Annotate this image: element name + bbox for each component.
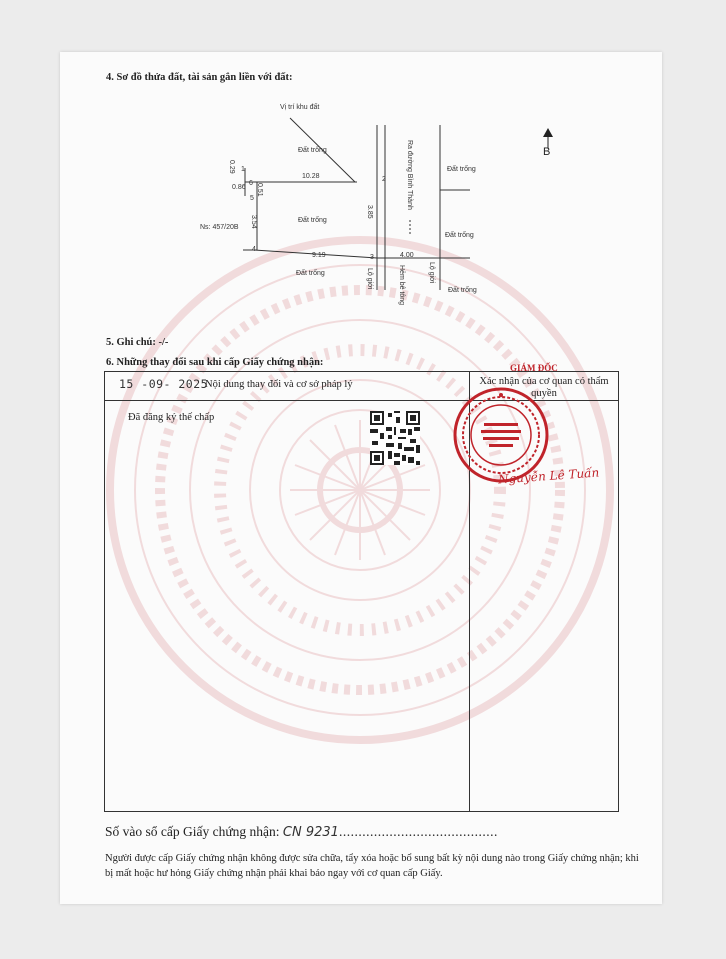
lo-gioi-right: Lộ giới [428,262,435,284]
north-arrow-icon [543,128,553,148]
point-label: 4 [252,246,256,253]
authority-column-title: Xác nhận của cơ quan có thẩm quyền [479,376,609,399]
dim-small-c: 0.51 [256,183,263,197]
register-dots: ......................................... [338,824,498,839]
section-5-title: 5. Ghi chú: -/- [106,337,169,348]
date-stamp: 15 -09- 2025 [119,377,209,391]
road-label: Ra đường Bình Thành [406,140,413,210]
change-entry: Đã đăng ký thế chấp [128,412,215,423]
empty-land-label: Đất trống [298,147,327,154]
point-label: 3 [370,254,374,261]
north-label: B [543,146,551,158]
notice-text: Người được cấp Giấy chứng nhận không được sửa chữa, tẩy xóa hoặc bổ sung bất kỳ nội dung nào trong Giấy chứng nhận; khi bị mất hoặc hư hỏng Giấy chứng nhận phải khai báo ngay với cơ quan cấp Giấy. [105,853,639,879]
dim-bottom: 9.19 [312,252,326,259]
point-label: 2 [382,176,386,183]
lo-gioi-left: Lộ giới [366,268,373,290]
empty-land-label: Đất trống [445,232,474,239]
empty-land-label: Đất trống [296,270,325,277]
section-6-title: 6. Những thay đổi sau khi cấp Giấy chứng nhận: [106,357,324,368]
content-header-cell [105,372,470,401]
dim-left: 3.54 [250,215,257,229]
content-column-title: Nội dung thay đổi và cơ sở pháp lý [205,379,353,390]
plot-number: Ns: 457/20B [200,224,239,231]
empty-land-label: Đất trống [298,217,327,224]
point-label: 5 [250,195,254,202]
empty-land-label: Đất trống [447,166,476,173]
register-line [105,824,498,840]
point-label: 1 [241,166,245,173]
register-label: Số vào sổ cấp Giấy chứng nhận: [105,824,280,839]
section-4-title: 4. Sơ đồ thửa đất, tài sản gắn liền với đất: [106,72,293,83]
alley-width: 4.00 [400,252,414,259]
director-title: GIÁM ĐỐC [510,363,558,373]
register-number: CN 9231 [282,825,339,840]
signature: Nguyễn Lê Tuấn [497,465,600,487]
dim-small-a: 0.29 [228,160,235,174]
land-plot-sketch [230,100,520,300]
qr-code-icon [370,411,420,465]
dim-top: 10.28 [302,173,320,180]
dim-small-b: 0.86 [232,184,246,191]
dim-right: 3.85 [366,205,373,219]
point-label: 6 [249,180,253,187]
empty-land-label: Đất trống [448,287,477,294]
location-label: Vị trí khu đất [280,104,320,111]
alley-label: Hẻm bê tông [398,265,405,306]
